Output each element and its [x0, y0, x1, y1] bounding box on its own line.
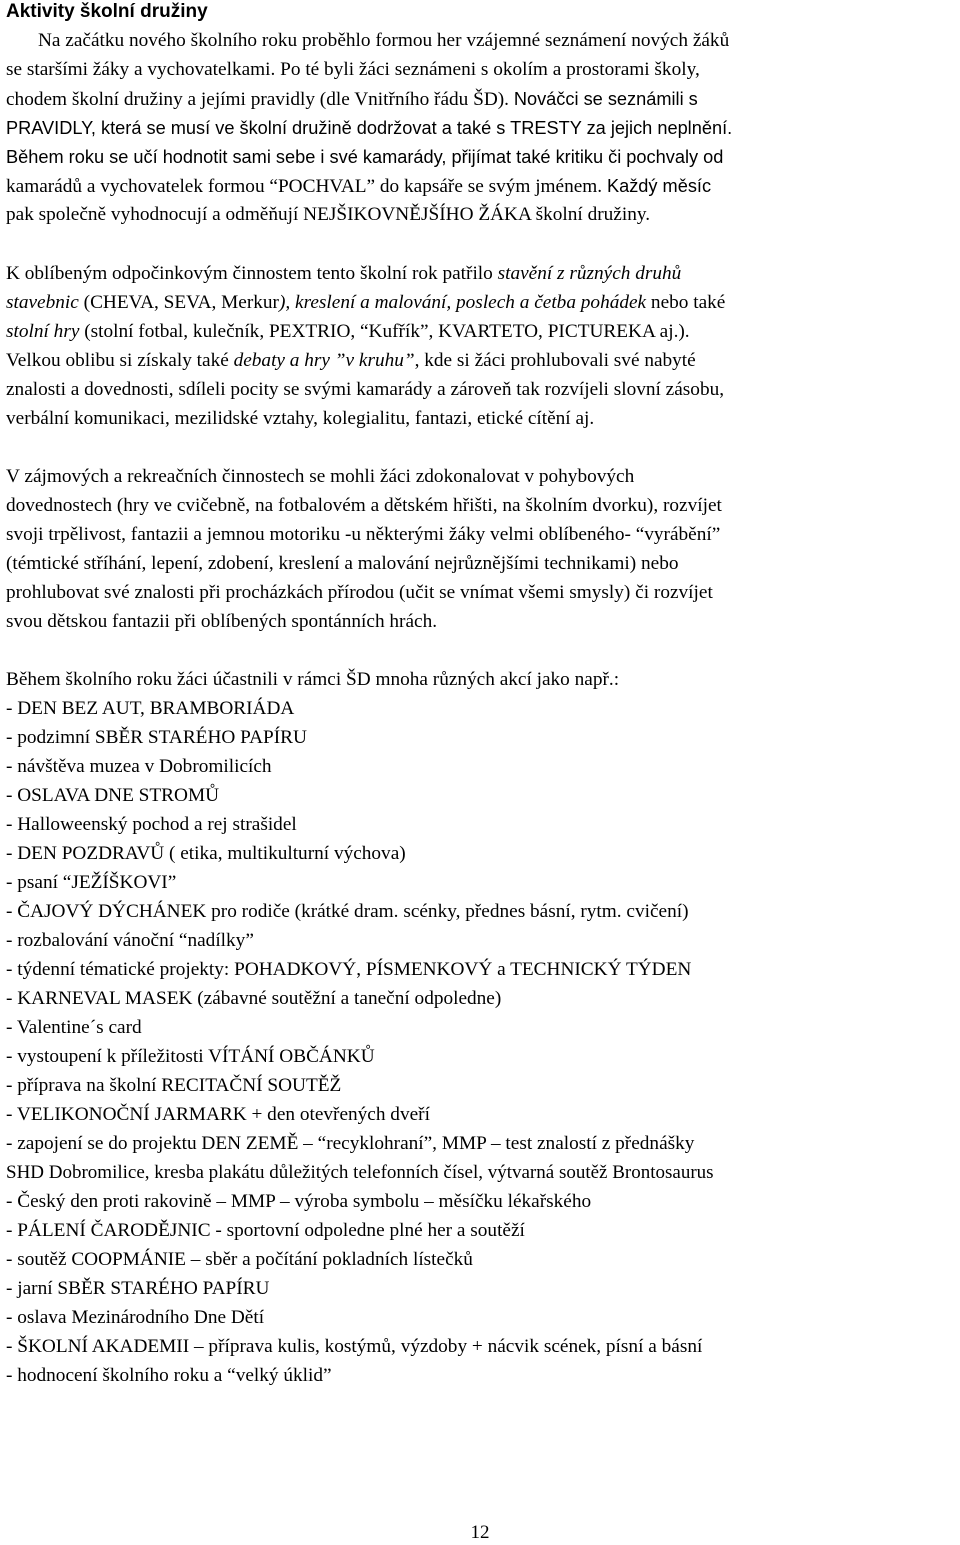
text-span: K oblíbeným odpočinkovým činnostem tento školní rok patřilo: [6, 263, 498, 284]
paragraph-line: Na začátku nového školního roku proběhlo formou her vzájemné seznámení nových žáků: [38, 30, 730, 51]
list-item: - DEN POZDRAVŮ ( etika, multikulturní výchova): [6, 843, 406, 864]
paragraph-line: PRAVIDLY, která se musí ve školní družině dodržovat a také s TRESTY za jejich neplnění.: [6, 118, 733, 138]
text-span: nebo také: [646, 292, 726, 313]
list-item: - ČAJOVÝ DÝCHÁNEK pro rodiče (krátké dram. scénky, přednes básní, rytm. cvičení): [6, 901, 689, 922]
paragraph-line: [6, 174, 960, 198]
paragraph-line: se staršími žáky a vychovatelkami. Po té byli žáci seznámeni s okolím a prostorami školy,: [6, 59, 700, 80]
text-span: chodem školní družiny a jejími pravidly (dle Vnitřního řádu ŠD).: [6, 89, 514, 110]
list-item: - ŠKOLNÍ AKADEMII – příprava kulis, kostýmů, výzdoby + nácvik scének, písní a básní: [6, 1336, 703, 1357]
paragraph-line: [6, 291, 960, 315]
paragraph-line: dovednostech (hry ve cvičebně, na fotbalovém a dětském hřišti, na školním dvorku), rozvíjet: [6, 495, 722, 516]
list-item: - PÁLENÍ ČARODĚJNIC - sportovní odpoledne plné her a soutěží: [6, 1220, 525, 1241]
list-item: - oslava Mezinárodního Dne Dětí: [6, 1307, 265, 1328]
paragraph-line: [6, 87, 960, 111]
italic-span: stolní hry: [6, 321, 80, 342]
list-item: - psaní “JEŽÍŠKOVI”: [6, 872, 177, 893]
paragraph-line: [6, 320, 960, 344]
list-item: - rozbalování vánoční “nadílky”: [6, 930, 254, 951]
list-item: - VELIKONOČNÍ JARMARK + den otevřených dveří: [6, 1104, 430, 1125]
paragraph-line: V zájmových a rekreačních činnostech se mohli žáci zdokonalovat v pohybových: [6, 466, 635, 487]
list-item: - týdenní tématické projekty: POHADKOVÝ, PÍSMENKOVÝ a TECHNICKÝ TÝDEN: [6, 959, 692, 980]
italic-span: debaty a hry ”v kruhu”: [233, 350, 415, 371]
list-item: - podzimní SBĚR STARÉHO PAPÍRU: [6, 727, 307, 748]
list-item: SHD Dobromilice, kresba plakátu důležitých telefonních čísel, výtvarná soutěž Brontosaurus: [6, 1162, 714, 1183]
text-span: Nováčci se seznámili s: [513, 89, 698, 109]
text-span: , kde si žáci prohlubovali své nabyté: [414, 350, 696, 371]
section-title: Aktivity školní družiny: [6, 1, 208, 22]
paragraph-line: pak společně vyhodnocují a odměňují NEJŠIKOVNĚJŠÍHO ŽÁKA školní družiny.: [6, 204, 651, 225]
paragraph-line: (témtické stříhání, lepení, zdobení, kreslení a malování nejrůznějšími technikami) nebo: [6, 553, 679, 574]
list-item: - Halloweenský pochod a rej strašidel: [6, 814, 297, 835]
text-span: (CHEVA, SEVA, Merkur: [78, 292, 279, 313]
list-item: - DEN BEZ AUT, BRAMBORIÁDA: [6, 698, 295, 719]
italic-span: stavění z různých druhů: [497, 263, 682, 284]
list-item: - zapojení se do projektu DEN ZEMĚ – “recyklohraní”, MMP – test znalostí z přednášky: [6, 1133, 695, 1154]
paragraph-line: svou dětskou fantazii při oblíbených spontánních hrách.: [6, 611, 438, 632]
text-span: (stolní fotbal, kulečník, PEXTRIO, “Kufřík”, KVARTETO, PICTUREKA aj.).: [79, 321, 690, 342]
italic-span: ), kreslení a malování, poslech a četba pohádek: [278, 292, 647, 313]
list-item: - návštěva muzea v Dobromilicích: [6, 756, 272, 777]
list-item: - soutěž COOPMÁNIE – sběr a počítání pokladních lístečků: [6, 1249, 473, 1270]
paragraph-line: znalosti a dovednosti, sdíleli pocity se svými kamarády a zároveň tak rozvíjeli slovní zásobu,: [6, 379, 725, 400]
text-span: Každý měsíc: [606, 176, 712, 196]
list-item: - KARNEVAL MASEK (zábavné soutěžní a taneční odpoledne): [6, 988, 502, 1009]
events-intro: Během školního roku žáci účastnili v rámci ŠD mnoha různých akcí jako např.:: [6, 669, 620, 690]
list-item: - hodnocení školního roku a “velký úklid”: [6, 1365, 332, 1386]
paragraph-line: Během roku se učí hodnotit sami sebe i své kamarády, přijímat také kritiku či pochvaly od: [6, 147, 724, 167]
paragraph-line: verbální komunikaci, mezilidské vztahy, kolegialitu, fantazi, etické cítění aj.: [6, 408, 595, 429]
list-item: - Valentine´s card: [6, 1017, 142, 1038]
page-number: 12: [470, 1522, 490, 1543]
text-span: Velkou oblibu si získaly také: [6, 350, 234, 371]
paragraph-line: prohlubovat své znalosti při procházkách přírodou (učit se vnímat všemi smysly) či rozvíjet: [6, 582, 713, 603]
text-span: kamarádů a vychovatelek formou “POCHVAL” do kapsáře se svým jménem.: [6, 176, 607, 197]
paragraph-line: [6, 262, 960, 286]
italic-span: stavebnic: [6, 292, 79, 313]
list-item: - vystoupení k příležitosti VÍTÁNÍ OBČÁNKŮ: [6, 1046, 375, 1067]
paragraph-line: [6, 349, 960, 373]
list-item: - OSLAVA DNE STROMŮ: [6, 785, 220, 806]
list-item: - Český den proti rakovině – MMP – výroba symbolu – měsíčku lékařského: [6, 1191, 592, 1212]
paragraph-line: svoji trpělivost, fantazii a jemnou motoriku -u některými žáky velmi oblíbeného- “vyrábění”: [6, 524, 721, 545]
list-item: - přípravа na školní RECITAČNÍ SOUTĚŽ: [6, 1075, 342, 1096]
list-item: - jarní SBĚR STARÉHO PAPÍRU: [6, 1278, 270, 1299]
